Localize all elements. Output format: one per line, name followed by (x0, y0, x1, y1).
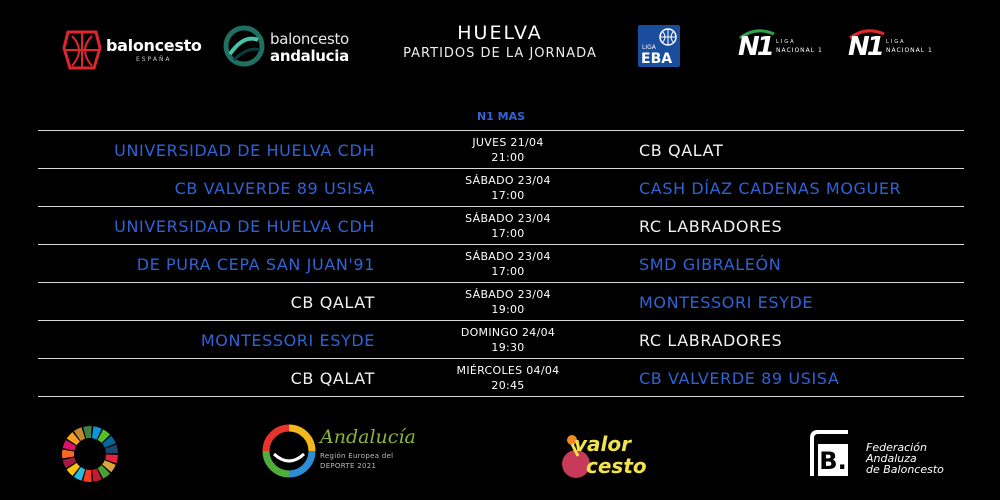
logo-line2: Región Europea del (320, 452, 394, 460)
nacional-1-logo (738, 28, 848, 68)
logo-line2: NACIONAL 1 (886, 47, 933, 54)
nacional-1-logo (848, 28, 958, 68)
match-date: JUVES 21/04 (472, 136, 544, 149)
match-time: 19:00 (491, 303, 525, 316)
logo-line3: de Baloncesto (866, 463, 944, 476)
liga-eba-logo (638, 25, 680, 67)
page-subtitle: PARTIDOS DE LA JORNADA (403, 46, 597, 61)
match-date: MIÉRCOLES 04/04 (456, 364, 560, 377)
match-datetime (408, 287, 608, 317)
logo-sub: ESPAÑA (136, 56, 172, 63)
match-date: SÁBADO 23/04 (465, 250, 551, 263)
match-time: 17:00 (491, 265, 525, 278)
match-datetime (408, 211, 608, 241)
table-row (38, 168, 964, 206)
logo-line2: andalucia (270, 47, 349, 65)
match-date: SÁBADO 23/04 (465, 174, 551, 187)
table-row (38, 358, 964, 397)
logo-line1: Federación (866, 441, 927, 454)
home-team: UNIVERSIDAD DE HUELVA CDH (114, 141, 375, 160)
match-date: SÁBADO 23/04 (465, 288, 551, 301)
table-row (38, 244, 964, 282)
andalucia-circle-icon (262, 424, 316, 478)
page-title: HUELVA (457, 22, 543, 44)
match-datetime (408, 173, 608, 203)
table-row (38, 320, 964, 358)
table-row (38, 282, 964, 320)
match-date: SÁBADO 23/04 (465, 212, 551, 225)
sdg-wheel-graphic (60, 424, 120, 484)
match-datetime (408, 135, 608, 165)
table-row (38, 206, 964, 244)
logo-line2: Andaluza (866, 452, 917, 465)
away-team: CASH DÍAZ CADENAS MOGUER (639, 179, 902, 198)
ball-icon (658, 27, 678, 47)
match-datetime (408, 363, 608, 393)
section-title: N1 MAS (476, 110, 526, 123)
baloncesto-espana-logo (62, 28, 202, 72)
match-time: 17:00 (491, 227, 525, 240)
match-datetime (408, 325, 608, 355)
match-time: 21:00 (491, 151, 525, 164)
logo-line2: NACIONAL 1 (776, 47, 823, 54)
logo-word: baloncesto (106, 36, 202, 55)
home-team: CB VALVERDE 89 USISA (174, 179, 375, 198)
home-team: CB QALAT (290, 293, 375, 312)
fab-emblem-icon (808, 428, 860, 480)
sdg-segment (62, 450, 74, 459)
games-table (38, 130, 964, 397)
home-team: MONTESSORI ESYDE (200, 331, 375, 350)
andalucia-deporte-logo (262, 424, 416, 480)
logo-line1: valor (574, 432, 631, 456)
away-team: MONTESSORI ESYDE (639, 293, 814, 312)
logo-line2: cesto (586, 454, 647, 478)
home-team: UNIVERSIDAD DE HUELVA CDH (114, 217, 375, 236)
logo-line1: LIGA (886, 39, 906, 45)
home-team: DE PURA CEPA SAN JUAN'91 (136, 255, 375, 274)
federacion-andaluza-logo (808, 428, 958, 480)
svg-text:B.: B. (819, 447, 847, 475)
n1-mark: N1 (738, 32, 772, 62)
away-team: RC LABRADORES (639, 217, 783, 236)
match-date: DOMINGO 24/04 (460, 326, 556, 339)
swirl-icon (222, 24, 266, 68)
table-row (38, 130, 964, 168)
basketball-icon (62, 28, 102, 72)
logo-line1: Andalucía (320, 426, 416, 448)
away-team: CB VALVERDE 89 USISA (639, 369, 840, 388)
match-time: 17:00 (491, 189, 525, 202)
away-team: RC LABRADORES (639, 331, 783, 350)
match-datetime (408, 249, 608, 279)
logo-line1: LIGA (776, 39, 796, 45)
baloncesto-andalucia-logo (222, 24, 362, 68)
logo-line2: EBA (641, 51, 673, 67)
away-team: SMD GIBRALEÓN (639, 255, 782, 274)
logo-line1: baloncesto (270, 30, 349, 48)
logo-line3: DEPORTE 2021 (320, 462, 377, 470)
logo-line1: LIGA (642, 44, 656, 51)
match-time: 20:45 (491, 379, 525, 392)
away-team: CB QALAT (639, 141, 724, 160)
valorcesto-logo (558, 424, 658, 484)
n1-mark: N1 (848, 32, 882, 62)
match-time: 19:30 (491, 341, 525, 354)
sdg-wheel-icon (60, 424, 120, 484)
home-team: CB QALAT (290, 369, 375, 388)
